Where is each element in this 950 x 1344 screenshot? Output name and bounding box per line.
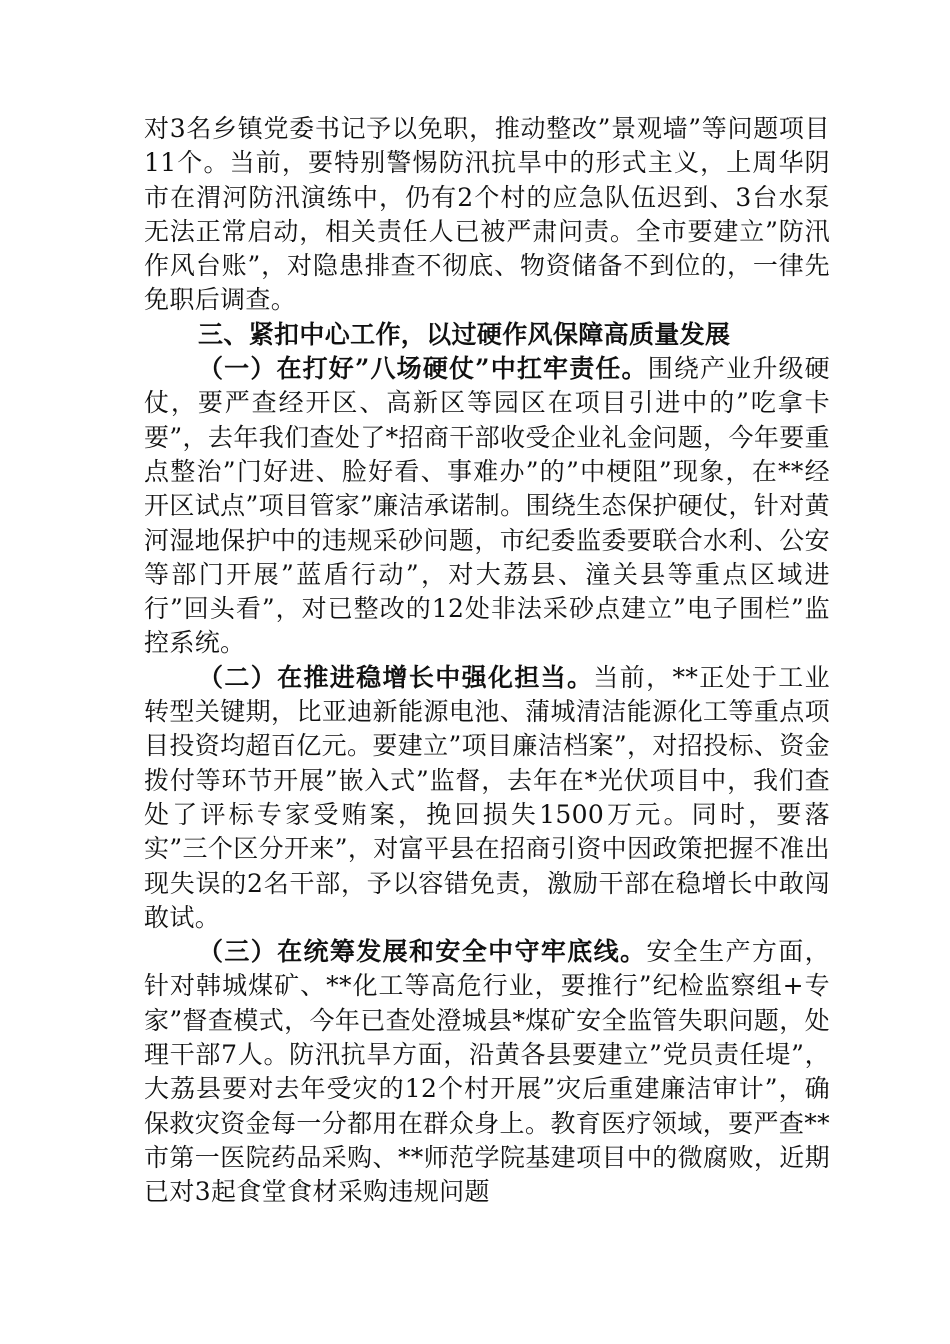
sub1-lead: （一）在打好”八场硬仗”中扛牢责任。: [198, 354, 648, 384]
sub2-body: 当前，**正处于工业转型关键期，比亚迪新能源电池、蒲城清洁能源化工等重点项目投资均超百亿元。要建立”项目廉洁档案”，对招投标、资金拨付等环节开展”嵌入式”监督，去年在*光伏项目中，我们查处了评标专家受贿案，挽回损失1500万元。同时，要落实”三个区分开来”，对富平县在招商引资中因政策把握不准出现失误的2名干部，予以容错免责，激励干部在稳增长中敢闯敢试。: [144, 662, 830, 932]
paragraph-sub2: [144, 661, 830, 935]
sub3-body: 安全生产方面，针对韩城煤矿、**化工等高危行业，要推行”纪检监察组+专家”督查模式，今年已查处澄城县*煤矿安全监管失职问题，处理干部7人。防汛抗旱方面，沿黄各县要建立”党员责任堤”，大荔县要对去年受灾的12个村开展”灾后重建廉洁审计”，确保救灾资金每一分都用在群众身上。教育医疗领域，要严查**市第一医院药品采购、**师范学院基建项目中的微腐败，近期已对3起食堂食材采购违规问题: [144, 937, 830, 1207]
sub1-body: 围绕产业升级硬仗，要严查经开区、高新区等园区在项目引进中的”吃拿卡要”，去年我们查处了*招商干部收受企业礼金问题，今年要重点整治”门好进、脸好看、事难办”的”中梗阻”现象，在**经开区试点”项目管家”廉洁承诺制。围绕生态保护硬仗，针对黄河湿地保护中的违规采砂问题，市纪委监委要联合水利、公安等部门开展”蓝盾行动”，对大荔县、潼关县等重点区域进行”回头看”，对已整改的12处非法采砂点建立”电子围栏”监控系统。: [144, 354, 831, 658]
sub2-lead: （二）在推进稳增长中强化担当。: [198, 662, 594, 692]
paragraph-sub3: [144, 935, 830, 1209]
section-heading: 三、紧扣中心工作，以过硬作风保障高质量发展: [198, 319, 731, 349]
paragraph-sub1: [144, 352, 830, 661]
sub3-lead: （三）在统筹发展和安全中守牢底线。: [198, 937, 647, 967]
document-page: [144, 112, 830, 1210]
paragraph-continued: 对3名乡镇党委书记予以免职，推动整改”景观墙”等问题项目11个。当前，要特别警惕防汛抗旱中的形式主义，上周华阴市在渭河防汛演练中，仍有2个村的应急队伍迟到、3台水泵无法正常启动，相关责任人已被严肃问责。全市要建立”防汛作风台账”，对隐患排查不彻底、物资储备不到位的，一律先免职后调查。: [144, 114, 830, 315]
